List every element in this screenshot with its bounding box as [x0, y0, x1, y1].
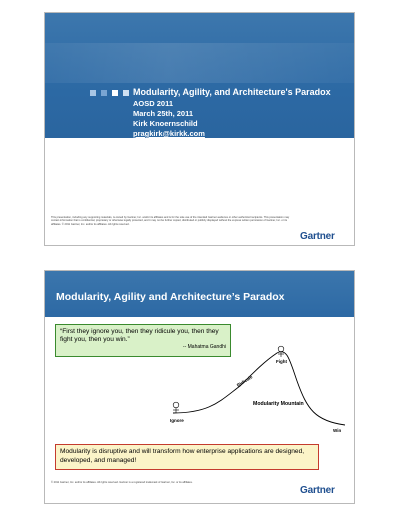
presentation-date: March 25th, 2011 — [133, 109, 194, 118]
quote-attribution: -- Mahatma Gandhi — [182, 344, 226, 350]
square-icon — [101, 90, 107, 96]
content-slide-header — [45, 271, 354, 317]
gartner-logo — [300, 485, 335, 496]
square-icon — [90, 90, 96, 96]
conference-name: AOSD 2011 — [133, 99, 174, 108]
author-email-link[interactable]: pragkirk@kirkk.com — [133, 129, 205, 138]
stick-figure-ignore-icon — [173, 402, 179, 413]
fight-label: Fight — [276, 359, 287, 364]
modularity-mountain-diagram — [45, 341, 355, 441]
mountain-curve — [173, 352, 345, 425]
ridicule-label: Ridicule — [235, 374, 254, 388]
decorative-squares — [90, 90, 129, 96]
ignore-label: Ignore — [170, 418, 184, 423]
statement-box — [55, 444, 319, 470]
slide-title: Modularity, Agility and Architecture’s Paradox — [56, 291, 285, 303]
presentation-title: Modularity, Agility, and Architecture's Paradox — [133, 87, 331, 97]
title-slide — [44, 12, 355, 246]
content-slide — [44, 270, 355, 504]
author-name: Kirk Knoernschild — [133, 119, 198, 128]
gartner-logo — [300, 231, 335, 242]
legal-footnote: This presentation, including any supporting materials, is owned by Gartner, Inc. and/or its affiliates and is for the sole use of the intended Gartner audience or other authorized recipients. This presentation may contain information that is confidential, proprietary or otherwise legally protected, and it may not be further copied, distributed or publicly displayed without the express written permission of Gartner, Inc. or its affiliates. © 2011 Gartner, Inc. and/or its affiliates. All rights reserved. — [51, 216, 290, 226]
quote-text: “First they ignore you, then they ridicule you, then they fight you, then you win.” — [60, 328, 219, 343]
statement-text: Modularity is disruptive and will transform how enterprise applications are designed, developed, and managed! — [60, 448, 305, 464]
square-icon — [123, 90, 129, 96]
gartner-logo-text: Gartner — [300, 485, 335, 496]
header-band — [45, 43, 354, 83]
copyright-footnote: © 2011 Gartner, Inc. and/or its affiliates. All rights reserved. Gartner is a registered trademark of Gartner, Inc. or its affiliates. — [51, 481, 193, 484]
square-icon — [112, 90, 118, 96]
title-slide-header — [45, 13, 354, 138]
win-label: Win — [333, 428, 342, 433]
presentation-info — [133, 99, 205, 139]
gartner-logo-text: Gartner — [300, 231, 335, 242]
mountain-label: Modularity Mountain — [253, 401, 304, 407]
